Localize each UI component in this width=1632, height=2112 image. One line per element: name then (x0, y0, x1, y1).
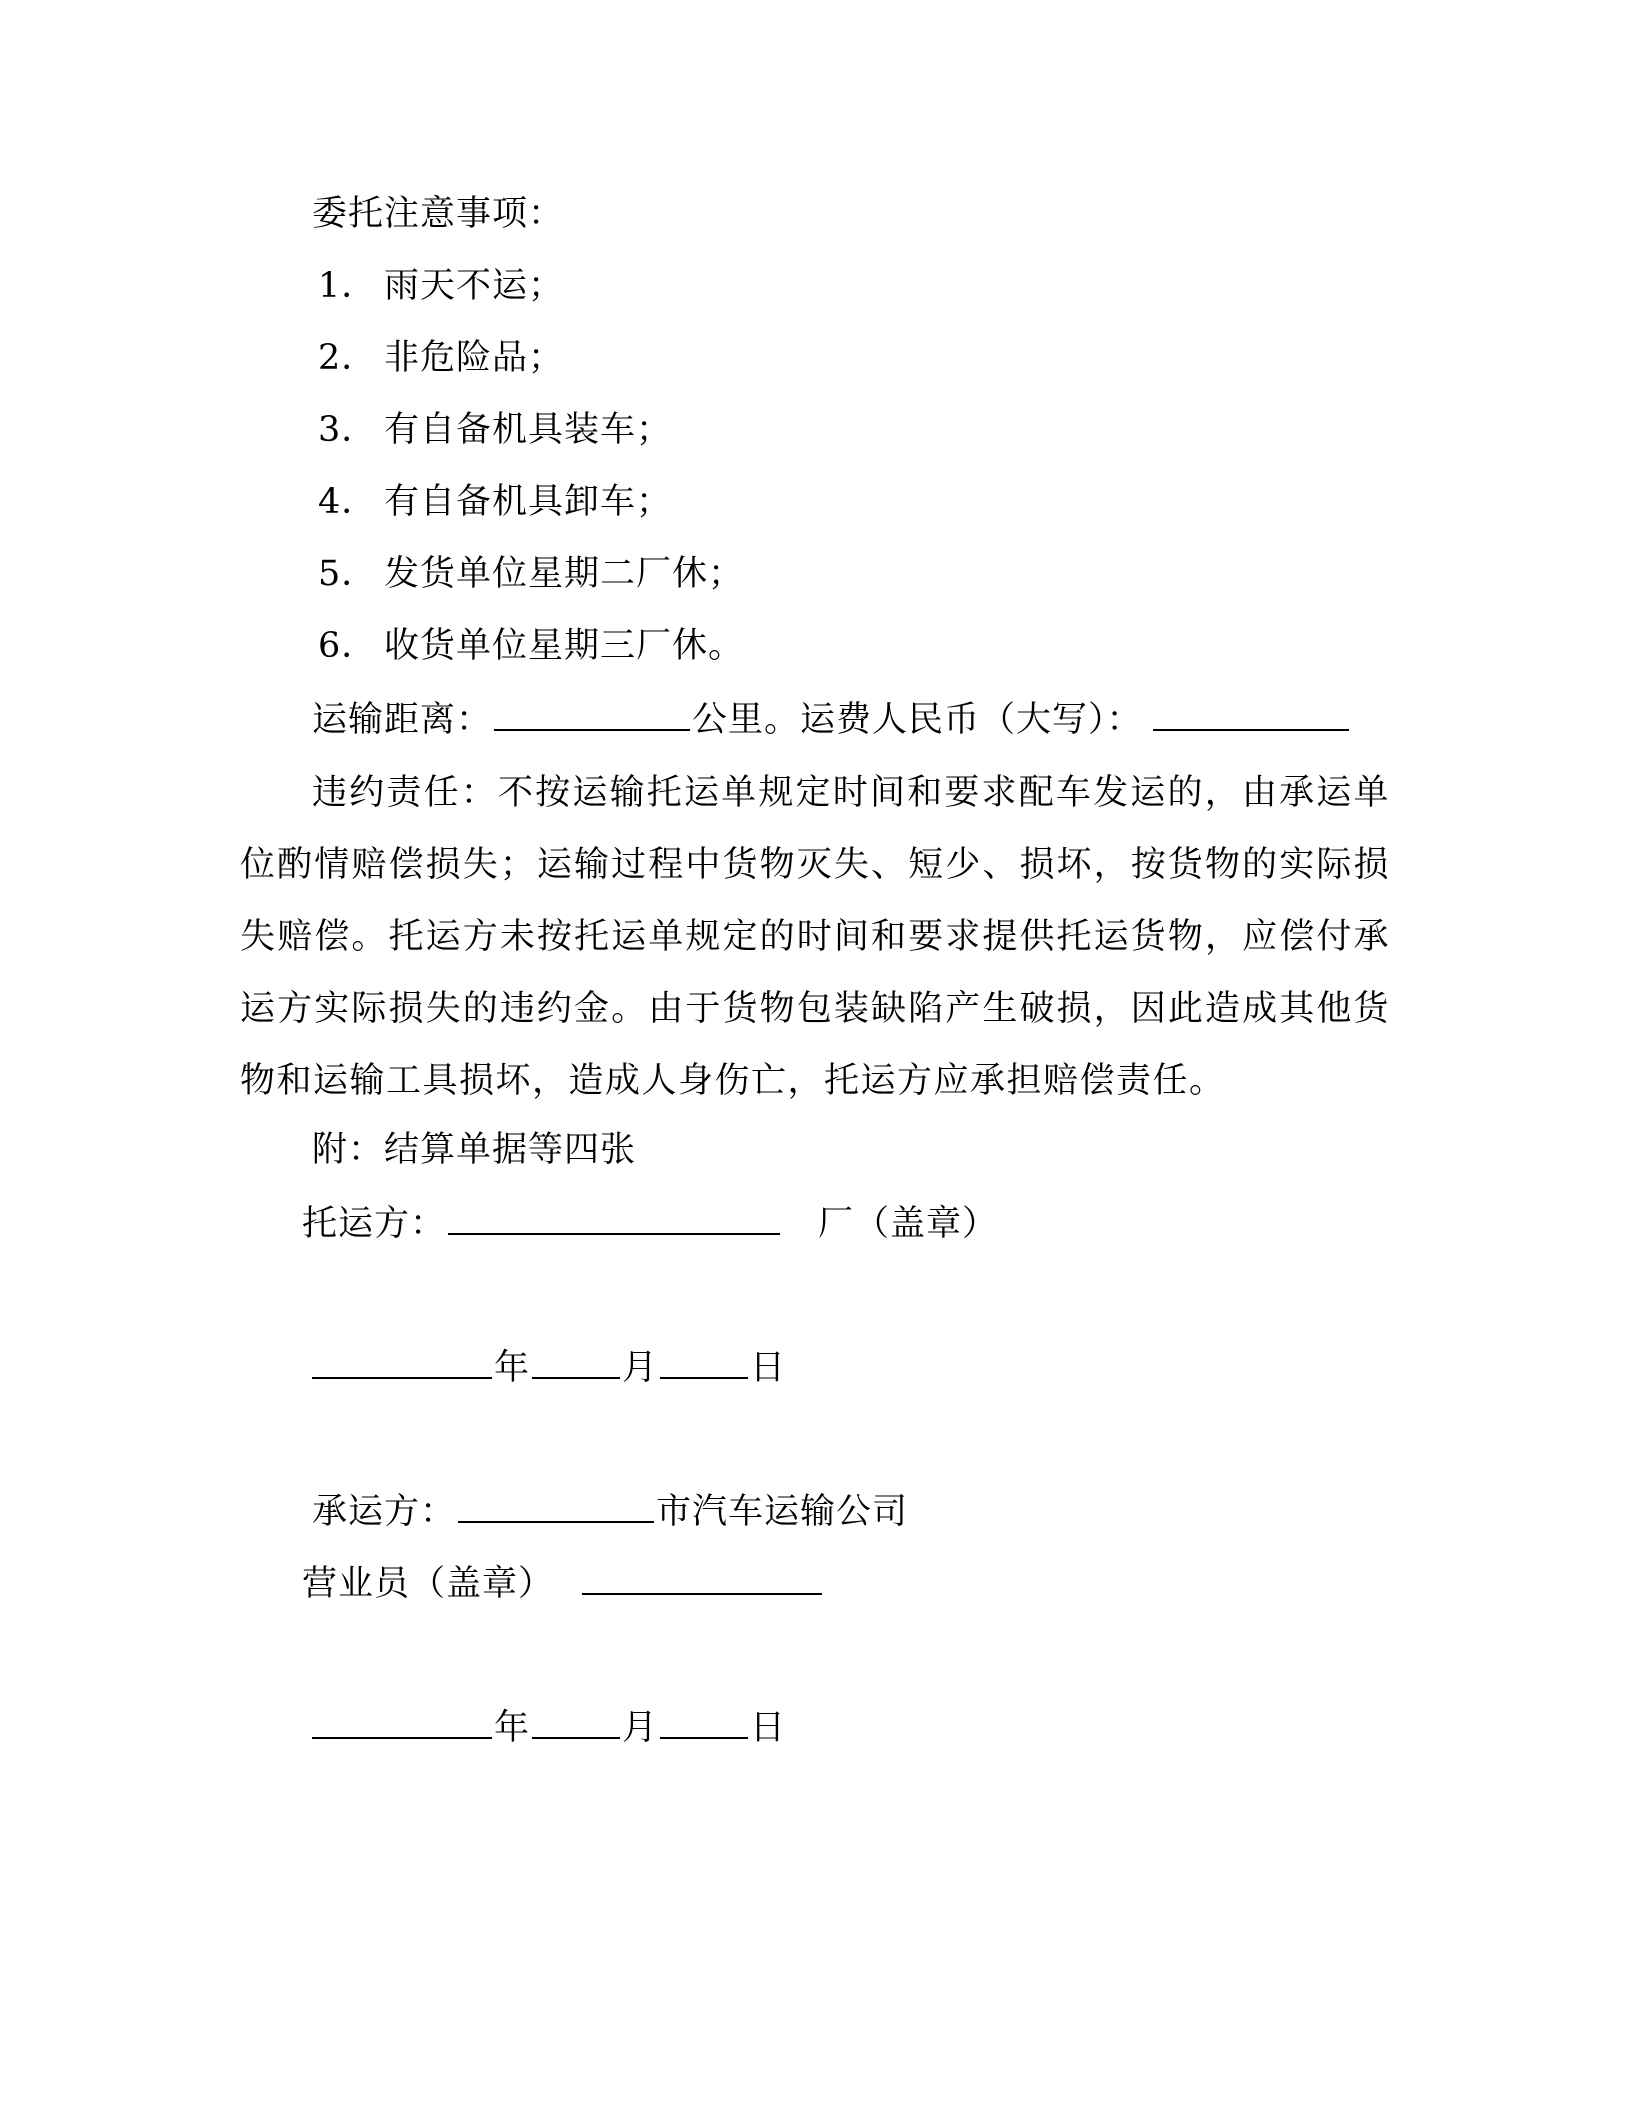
distance-unit: 公里。 (692, 700, 801, 740)
note-item-4 (318, 481, 672, 523)
month-blank[interactable] (532, 1705, 620, 1739)
carrier-label: 承运方： (312, 1492, 457, 1532)
day-blank[interactable] (660, 1705, 748, 1739)
liability-paragraph: 违约责任：不按运输托运单规定时间和要求配车发运的，由承运单位酌情赔偿损失；运输过程中货物灭失、短少、损坏，按货物的实际损失赔偿。托运方未按托运单规定的时间和要求提供托运货物，应偿付承运方实际损失的违约金。由于货物包装缺陷产生破损，因此造成其他货物和运输工具损坏，造成人身伤亡，托运方应承担赔偿责任。 (240, 773, 1390, 1101)
shipper-suffix: 厂（盖章） (818, 1204, 999, 1244)
distance-blank[interactable] (494, 697, 690, 731)
day-blank[interactable] (660, 1345, 748, 1379)
note-text: 非危险品； (384, 338, 565, 378)
carrier-date-line (310, 1705, 786, 1749)
shipper-line (302, 1201, 998, 1245)
shipper-blank[interactable] (448, 1201, 780, 1235)
note-item-3 (318, 409, 672, 451)
shipper-label: 托运方： (302, 1204, 447, 1244)
note-number: 2． (318, 338, 378, 378)
distance-label: 运输距离： (312, 700, 493, 740)
month-blank[interactable] (532, 1345, 620, 1379)
note-text: 收货单位星期三厂休。 (384, 626, 745, 666)
month-label: 月 (622, 1348, 659, 1388)
year-blank[interactable] (312, 1705, 492, 1739)
attachment-line: 附：结算单据等四张 (312, 1130, 637, 1170)
note-number: 1． (318, 266, 378, 306)
shipper-date-line (310, 1345, 786, 1389)
note-item-6 (318, 625, 744, 667)
note-number: 4． (318, 482, 378, 522)
year-blank[interactable] (312, 1345, 492, 1379)
fee-label: 运费人民币（大写）： (800, 700, 1143, 740)
clerk-line (302, 1561, 824, 1605)
note-number: 5． (318, 554, 378, 594)
fee-blank[interactable] (1153, 697, 1349, 731)
month-label: 月 (622, 1708, 659, 1748)
note-text: 雨天不运； (384, 266, 565, 306)
note-item-1 (318, 265, 564, 307)
notes-heading: 委托注意事项： (312, 194, 565, 234)
note-item-5 (318, 553, 744, 595)
note-item-2 (318, 337, 564, 379)
day-label: 日 (750, 1348, 787, 1388)
clerk-blank[interactable] (582, 1561, 822, 1595)
carrier-suffix: 市汽车运输公司 (656, 1492, 909, 1532)
note-number: 6． (318, 626, 378, 666)
carrier-line (312, 1489, 908, 1533)
clerk-label: 营业员（盖章） (302, 1564, 555, 1604)
day-label: 日 (750, 1708, 787, 1748)
carrier-blank[interactable] (458, 1489, 654, 1523)
note-number: 3． (318, 410, 378, 450)
note-text: 有自备机具装车； (384, 410, 673, 450)
note-text: 发货单位星期二厂休； (384, 554, 745, 594)
note-text: 有自备机具卸车； (384, 482, 673, 522)
year-label: 年 (494, 1708, 531, 1748)
year-label: 年 (494, 1348, 531, 1388)
distance-line (312, 697, 1351, 741)
